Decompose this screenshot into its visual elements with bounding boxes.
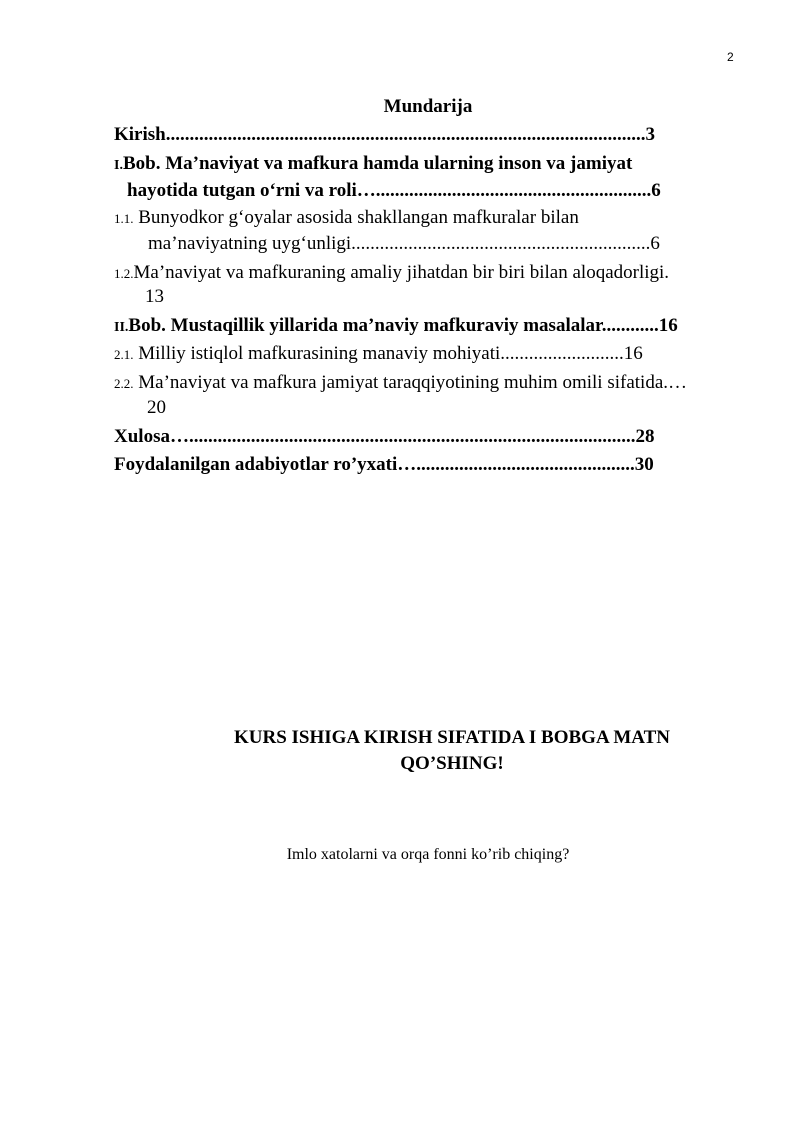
page-number: 2: [727, 50, 734, 64]
toc-entry-number: 2.2.: [114, 376, 134, 391]
toc-entry-label: Ma’naviyat va mafkura jamiyat taraqqiyotining muhim omili sifatida.…: [133, 372, 688, 393]
toc-entry-label: Bob. Ma’naviyat va mafkura hamda ularning inson va jamiyat: [122, 153, 633, 174]
toc-entry-adabiyotlar: Foydalanilgan adabiyotlar ro’yxati…..............................................30: [114, 454, 654, 475]
toc-entry-label: Bob. Mustaqillik yillarida ma’naviy mafkuraviy masalalar............16: [128, 315, 678, 336]
toc-entry-chapter-2: [114, 315, 678, 337]
toc-entry-section-1-1-continued: ma’naviyatning uyg‘unligi...............................................................6: [148, 233, 660, 254]
toc-entry-number: 1.2.: [114, 266, 134, 281]
toc-entry-number: 2.1.: [114, 347, 134, 362]
toc-entry-label: Bunyodkor g‘oyalar asosida shakllangan mafkuralar bilan: [133, 207, 579, 228]
toc-entry-section-2-2-page: 20: [147, 397, 166, 418]
toc-entry-number: II.: [114, 320, 129, 335]
notice-heading-line-1: KURS ISHIGA KIRISH SIFATIDA I BOBGA MATN: [233, 727, 671, 748]
toc-entry-number: 1.1.: [114, 211, 134, 226]
notice-heading-line-2: QO’SHING!: [400, 753, 504, 774]
toc-entry-section-2-1: [114, 343, 643, 365]
toc-entry-number: I.: [114, 158, 123, 173]
toc-title: Mundarija: [383, 96, 473, 117]
toc-entry-section-2-2: [114, 372, 687, 394]
toc-entry-section-1-1: [114, 207, 579, 229]
toc-entry-label: Milliy istiqlol mafkurasining manaviy mohiyati..........................16: [133, 343, 643, 364]
toc-entry-xulosa: Xulosa…..............................................................................................28: [114, 426, 655, 447]
notice-subtext: Imlo xatolarni va orqa fonni ko’rib chiqing?: [286, 846, 570, 863]
toc-entry-kirish: Kirish.....................................................................................................3: [114, 124, 655, 145]
toc-entry-chapter-1: [114, 153, 632, 175]
toc-entry-label: Ma’naviyat va mafkuraning amaliy jihatdan bir biri bilan aloqadorligi.: [133, 262, 670, 283]
toc-entry-chapter-1-continued: hayotida tutgan o‘rni va roli…..........................................................6: [127, 180, 661, 201]
toc-entry-section-1-2: [114, 262, 669, 284]
toc-entry-section-1-2-page: 13: [145, 286, 164, 307]
